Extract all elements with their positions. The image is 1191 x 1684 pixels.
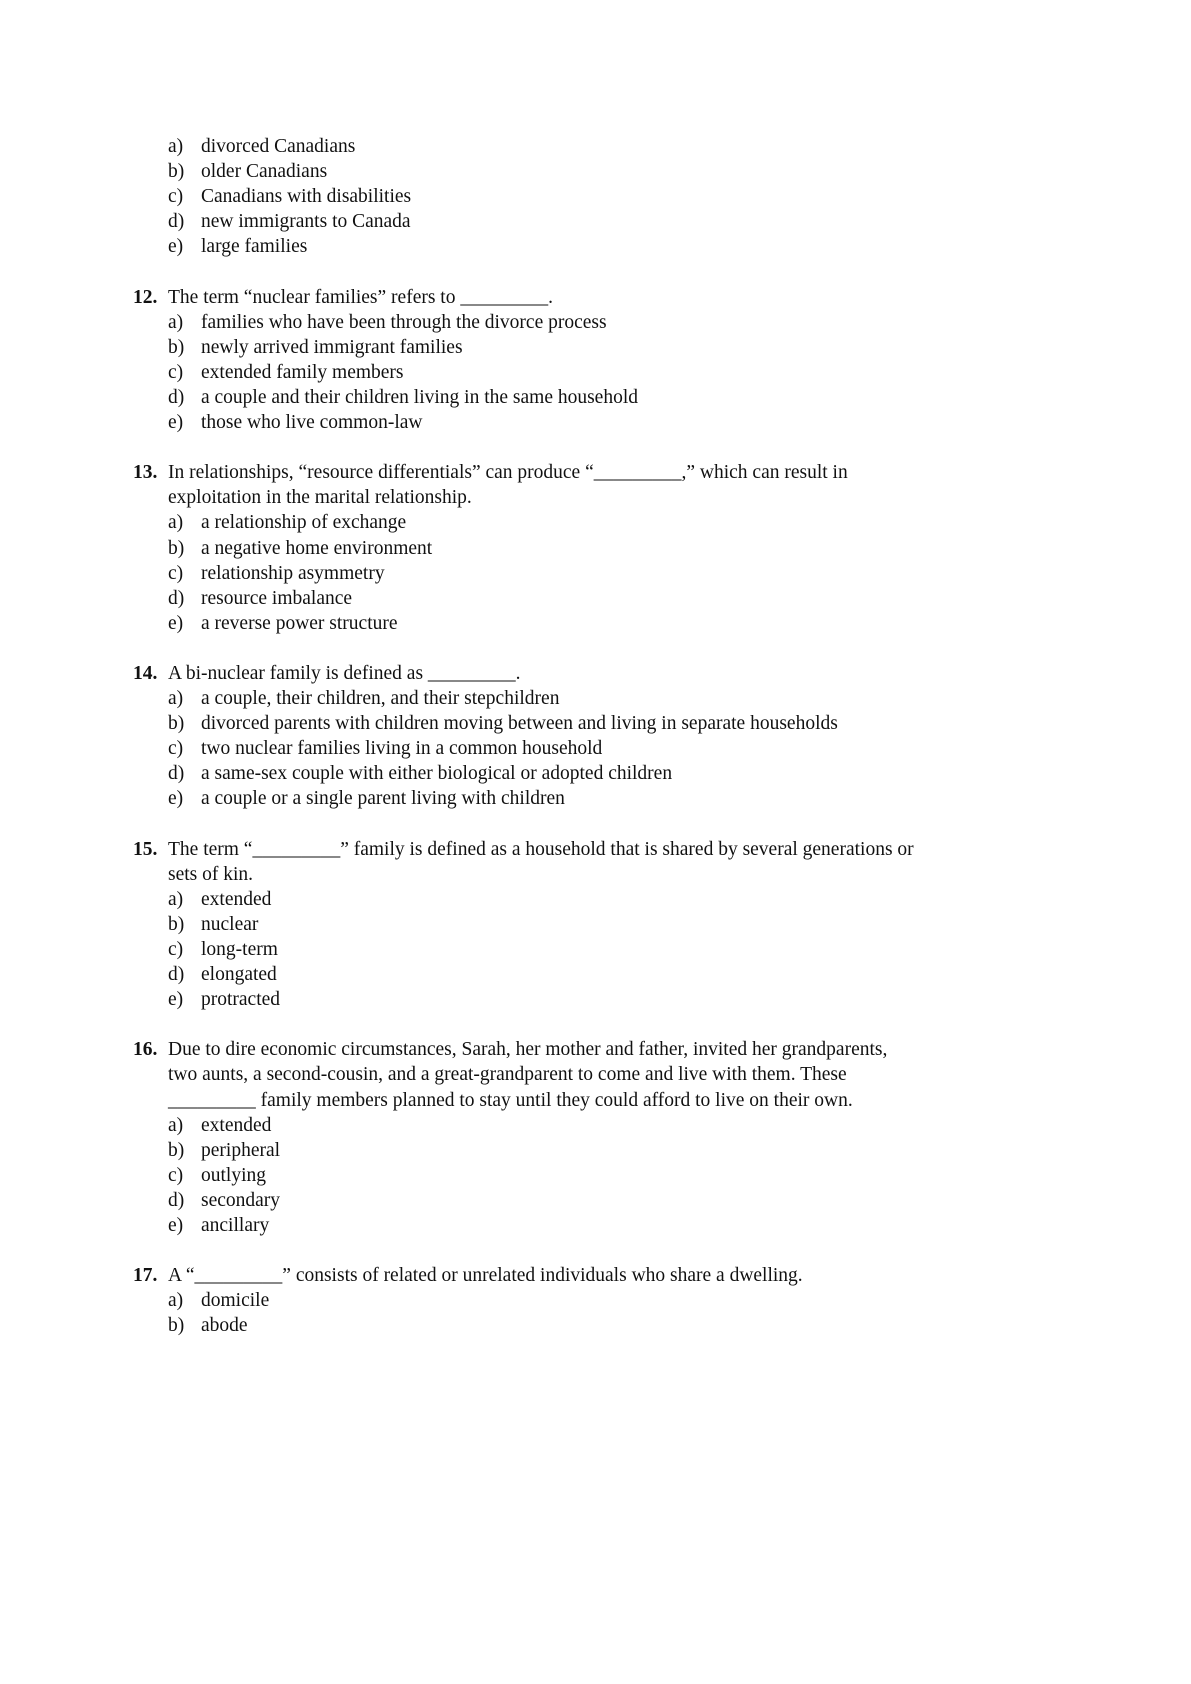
- option-text: families who have been through the divorce process: [201, 311, 607, 333]
- option-letter: a): [168, 688, 184, 710]
- question-number: 17.: [133, 1265, 158, 1287]
- option-text: newly arrived immigrant families: [201, 336, 463, 358]
- option-text: new immigrants to Canada: [201, 211, 411, 233]
- answer-option: [0, 1163, 1191, 1188]
- option-text: a couple and their children living in the same household: [201, 386, 639, 408]
- answer-option: [0, 561, 1191, 586]
- answer-option: [0, 536, 1191, 561]
- question-line: [0, 1062, 1191, 1087]
- option-letter: e): [168, 1215, 184, 1237]
- question-12: [0, 285, 1191, 436]
- option-letter: b): [168, 1139, 185, 1161]
- option-text: long-term: [201, 939, 278, 960]
- question-line: [0, 1088, 1191, 1113]
- answer-option: [0, 360, 1191, 385]
- option-letter: a): [168, 311, 184, 333]
- question-text: Due to dire economic circumstances, Sarah, her mother and father, invited her grandparents,: [168, 1039, 888, 1061]
- question-text: A bi-nuclear family is defined as _________.: [168, 662, 521, 684]
- option-text: resource imbalance: [201, 587, 353, 609]
- option-text: a negative home environment: [201, 537, 433, 559]
- question-line: [0, 661, 1191, 686]
- question-text: A “_________” consists of related or unrelated individuals who share a dwelling.: [168, 1265, 803, 1287]
- option-text: older Canadians: [201, 161, 328, 183]
- option-letter: b): [168, 336, 185, 358]
- option-text: divorced Canadians: [201, 136, 356, 157]
- question-line: [0, 862, 1191, 887]
- answer-option: [0, 234, 1191, 259]
- answer-option: [0, 611, 1191, 636]
- option-text: Canadians with disabilities: [201, 186, 412, 208]
- option-letter: d): [168, 587, 185, 609]
- question-line: [0, 460, 1191, 485]
- answer-option: [0, 209, 1191, 234]
- option-letter: b): [168, 537, 185, 559]
- option-letter: a): [168, 512, 184, 534]
- option-text: two nuclear families living in a common household: [201, 738, 603, 760]
- answer-option: [0, 912, 1191, 937]
- option-text: secondary: [201, 1189, 281, 1211]
- question-text: The term “_________” family is defined as a household that is shared by several generations or: [168, 838, 914, 860]
- answer-option: [0, 335, 1191, 360]
- question-line: [0, 485, 1191, 510]
- option-text: extended: [201, 888, 272, 910]
- option-text: abode: [201, 1315, 248, 1337]
- option-letter: d): [168, 386, 185, 408]
- answer-option: [0, 962, 1191, 987]
- answer-option: [0, 184, 1191, 209]
- answer-option: [0, 1188, 1191, 1213]
- question-text: exploitation in the marital relationship.: [168, 487, 472, 509]
- spacer: [0, 812, 1191, 837]
- answer-option: [0, 1138, 1191, 1163]
- option-letter: b): [168, 161, 185, 183]
- option-text: those who live common-law: [201, 412, 423, 434]
- question-15: [0, 837, 1191, 1013]
- spacer: [0, 1012, 1191, 1037]
- question-line: [0, 1263, 1191, 1288]
- option-letter: c): [168, 939, 184, 960]
- option-text: a relationship of exchange: [201, 512, 407, 534]
- question-text: _________ family members planned to stay until they could afford to live on their own.: [168, 1089, 853, 1111]
- option-letter: c): [168, 186, 184, 208]
- option-text: elongated: [201, 964, 277, 986]
- answer-option: [0, 510, 1191, 535]
- option-text: relationship asymmetry: [201, 562, 385, 584]
- option-text: domicile: [201, 1290, 270, 1312]
- question-text: two aunts, a second-cousin, and a great-grandparent to come and live with them. These: [168, 1064, 847, 1086]
- option-text: ancillary: [201, 1215, 270, 1237]
- option-text: nuclear: [201, 913, 259, 935]
- document-page: [0, 134, 1191, 1339]
- answer-option: [0, 385, 1191, 410]
- option-text: protracted: [201, 989, 281, 1011]
- question-number: 16.: [133, 1039, 158, 1061]
- option-text: divorced parents with children moving between and living in separate households: [201, 713, 838, 735]
- option-letter: b): [168, 713, 185, 735]
- question-13: [0, 460, 1191, 636]
- answer-option: [0, 711, 1191, 736]
- option-text: a couple or a single parent living with children: [201, 788, 565, 810]
- option-letter: d): [168, 211, 185, 233]
- answer-option: [0, 937, 1191, 962]
- option-letter: d): [168, 964, 185, 986]
- answer-option: [0, 761, 1191, 786]
- spacer: [0, 1238, 1191, 1263]
- option-text: peripheral: [201, 1139, 281, 1161]
- answer-option: [0, 410, 1191, 435]
- question-text: The term “nuclear families” refers to _________.: [168, 286, 553, 308]
- answer-option: [0, 310, 1191, 335]
- question-17: [0, 1263, 1191, 1338]
- question-continued: [0, 134, 1191, 259]
- option-letter: e): [168, 612, 184, 634]
- option-text: large families: [201, 236, 308, 258]
- answer-option: [0, 1113, 1191, 1138]
- option-letter: c): [168, 562, 184, 584]
- answer-option: [0, 887, 1191, 912]
- option-letter: a): [168, 1114, 184, 1136]
- question-number: 14.: [133, 662, 158, 684]
- option-text: extended family members: [201, 361, 404, 383]
- answer-option: [0, 987, 1191, 1012]
- answer-option: [0, 1213, 1191, 1238]
- option-text: a reverse power structure: [201, 612, 398, 634]
- spacer: [0, 435, 1191, 460]
- question-number: 15.: [133, 838, 158, 860]
- question-number: 12.: [133, 286, 158, 308]
- option-letter: a): [168, 888, 184, 910]
- option-letter: b): [168, 1315, 185, 1337]
- spacer: [0, 259, 1191, 284]
- option-letter: e): [168, 989, 184, 1011]
- answer-option: [0, 159, 1191, 184]
- option-letter: a): [168, 136, 184, 157]
- option-letter: b): [168, 913, 185, 935]
- answer-option: [0, 586, 1191, 611]
- question-14: [0, 661, 1191, 812]
- option-letter: c): [168, 361, 184, 383]
- option-text: outlying: [201, 1164, 267, 1186]
- option-letter: a): [168, 1290, 184, 1312]
- spacer: [0, 636, 1191, 661]
- answer-option: [0, 134, 1191, 159]
- option-text: a same-sex couple with either biological or adopted children: [201, 763, 673, 785]
- option-letter: d): [168, 1189, 185, 1211]
- question-line: [0, 285, 1191, 310]
- question-line: [0, 837, 1191, 862]
- option-letter: e): [168, 412, 184, 434]
- question-number: 13.: [133, 462, 158, 484]
- question-16: [0, 1037, 1191, 1238]
- answer-option: [0, 1288, 1191, 1313]
- option-letter: c): [168, 1164, 184, 1186]
- option-text: extended: [201, 1114, 272, 1136]
- option-letter: e): [168, 236, 184, 258]
- question-line: [0, 1037, 1191, 1062]
- answer-option: [0, 1313, 1191, 1338]
- answer-option: [0, 786, 1191, 811]
- answer-option: [0, 736, 1191, 761]
- option-text: a couple, their children, and their stepchildren: [201, 688, 560, 710]
- answer-option: [0, 686, 1191, 711]
- question-text: In relationships, “resource differentials” can produce “_________,” which can result in: [168, 462, 848, 484]
- option-letter: e): [168, 788, 184, 810]
- option-letter: c): [168, 738, 184, 760]
- question-text: sets of kin.: [168, 863, 254, 885]
- option-letter: d): [168, 763, 185, 785]
